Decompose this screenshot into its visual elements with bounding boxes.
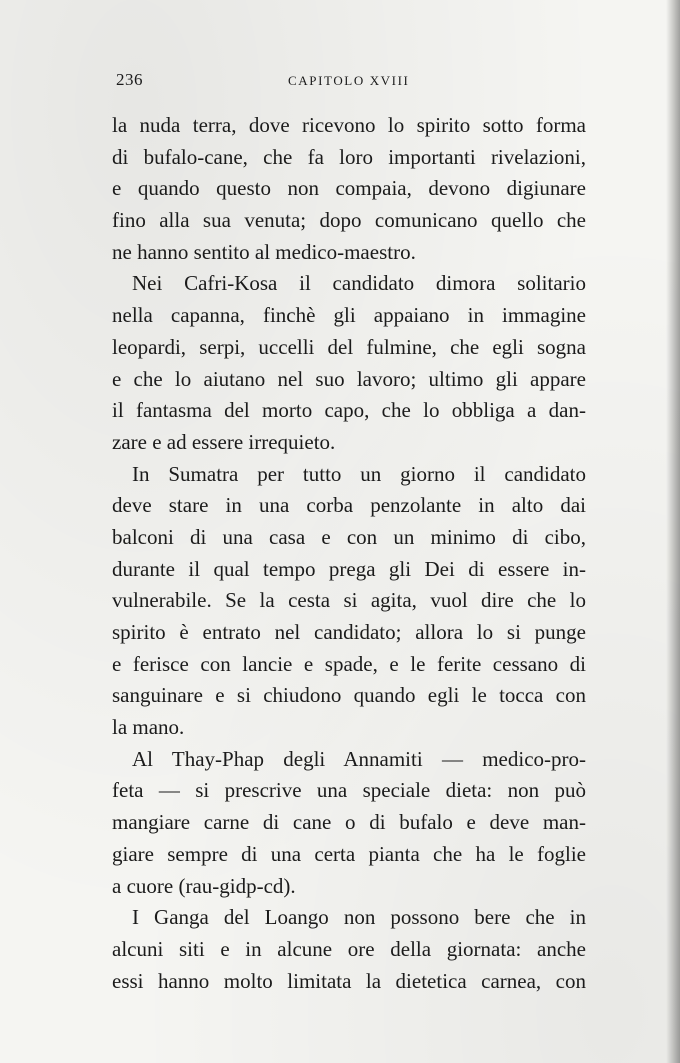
text-line: giare sempre di una certa pianta che ha le foglie (112, 841, 586, 866)
text-line: leopardi, serpi, uccelli del fulmine, che egli sogna (112, 334, 586, 359)
text-line: alcuni siti e in alcune ore della giornata: anche (112, 936, 586, 961)
text-line: ne hanno sentito al medico-maestro. (112, 239, 416, 264)
text-line: I Ganga del Loango non possono bere che in (132, 905, 586, 930)
text-line: e ferisce con lancie e spade, e le ferite cessano di (112, 651, 586, 676)
text-line: deve stare in una corba penzolante in alto dai (112, 493, 586, 518)
text-line: fino alla sua venuta; dopo comunicano quello che (112, 208, 586, 233)
text-line: feta — si prescrive una speciale dieta: non può (112, 778, 586, 803)
text-line: essi hanno molto limitata la dietetica carnea, con (112, 968, 586, 993)
body-text (112, 110, 586, 997)
text-line: durante il qual tempo prega gli Dei di essere in- (112, 556, 586, 581)
page-edge-shadow (666, 0, 680, 1063)
text-line: e che lo aiutano nel suo lavoro; ultimo gli appare (112, 366, 586, 391)
text-line: spirito è entrato nel candidato; allora lo si punge (112, 620, 586, 644)
page-number: 236 (116, 70, 143, 89)
text-line: a cuore (rau-gidp-cd). (112, 873, 296, 898)
text-line: Al Thay-Phap degli Annamiti — medico-pro- (132, 746, 586, 771)
page-header (112, 70, 586, 94)
running-head: CAPITOLO XVIII (288, 73, 410, 88)
text-line: nella capanna, finchè gli appaiano in immagine (112, 303, 586, 328)
text-line: di bufalo-cane, che fa loro importanti rivelazioni, (112, 144, 586, 169)
text-line: vulnerabile. Se la cesta si agita, vuol dire che lo (112, 588, 586, 613)
text-line: e quando questo non compaia, devono digiunare (112, 176, 586, 201)
text-line: la mano. (112, 715, 185, 740)
text-line: la nuda terra, dove ricevono lo spirito sotto forma (112, 113, 586, 137)
text-line: zare e ad essere irrequieto. (112, 429, 336, 454)
text-line: mangiare carne di cane o di bufalo e deve man- (112, 810, 586, 835)
text-line: sanguinare e si chiudono quando egli le tocca con (112, 683, 586, 708)
text-line: balconi di una casa e con un minimo di cibo, (112, 524, 586, 549)
text-line: il fantasma del morto capo, che lo obbliga a dan- (112, 398, 586, 423)
text-line: Nei Cafri-Kosa il candidato dimora solitario (132, 271, 586, 296)
text-line: In Sumatra per tutto un giorno il candidato (132, 461, 586, 486)
